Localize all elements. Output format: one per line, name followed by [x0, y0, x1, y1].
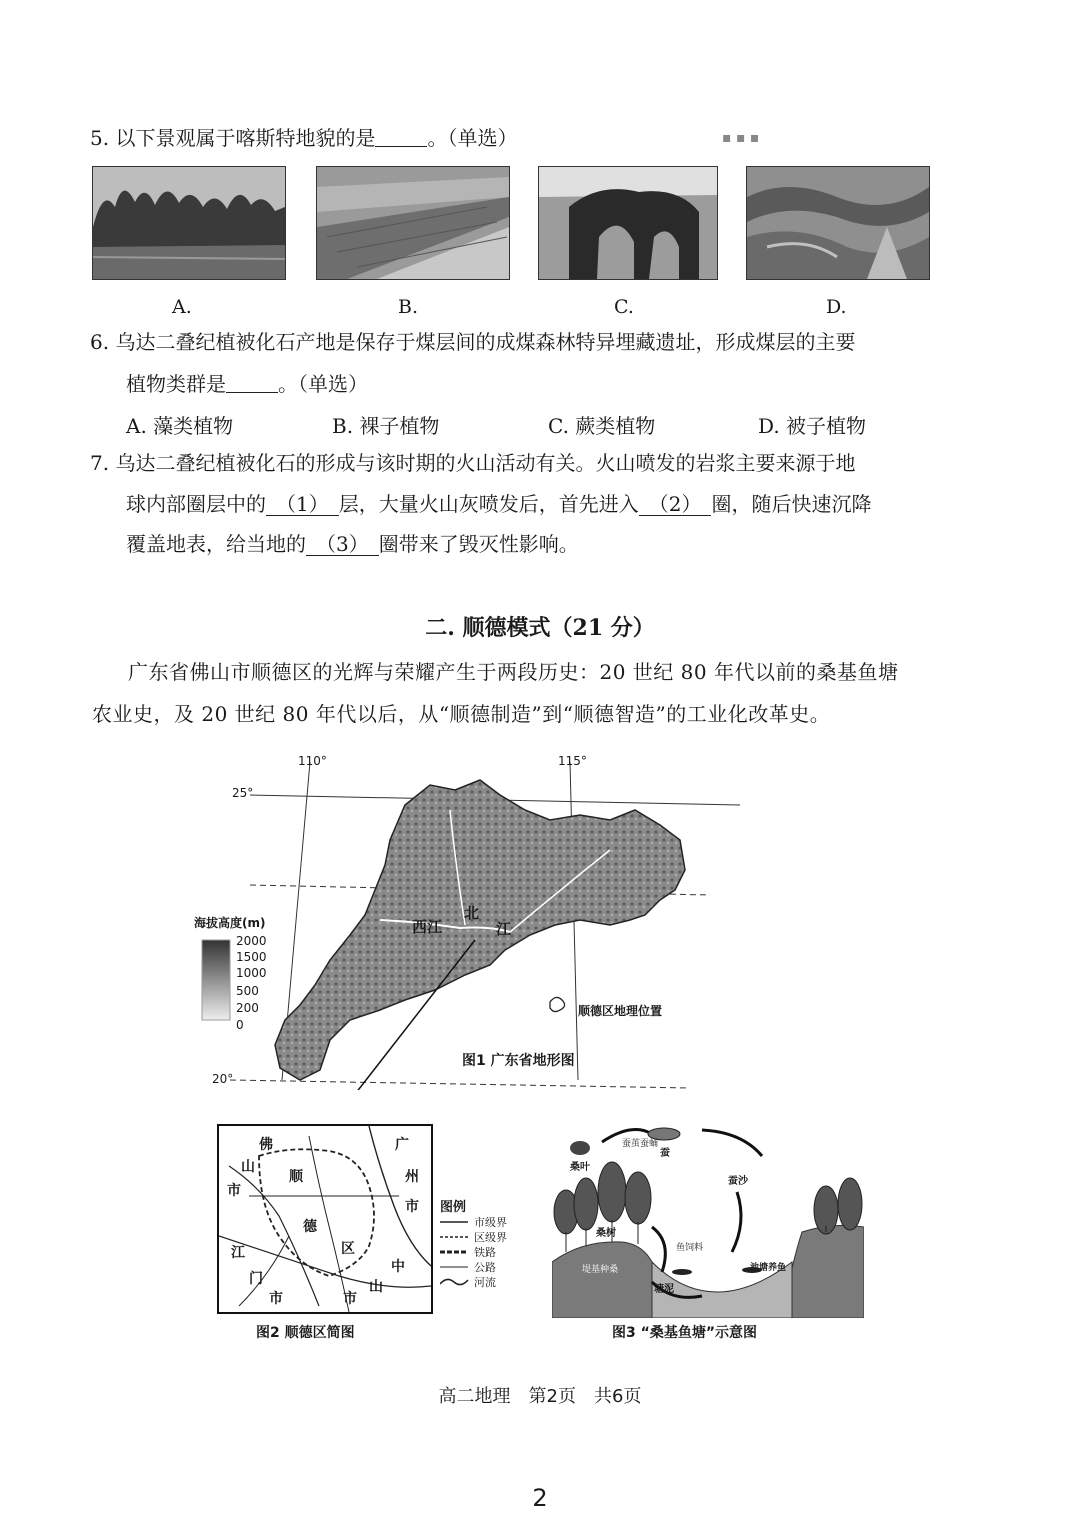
legend-district-boundary: 区级界	[474, 1231, 507, 1244]
fig3-silkworm-pupa: 蚕茧蚕蛹	[622, 1139, 659, 1149]
fig2-label-shi4: 市	[343, 1291, 357, 1307]
elev-500: 500	[236, 984, 259, 998]
fig3-silkworm-dung: 蚕沙	[728, 1176, 748, 1187]
q5-tail: 。（单选）	[427, 126, 518, 150]
left-dike	[552, 1242, 652, 1318]
elev-200: 200	[236, 1001, 259, 1015]
fig3-silkworm: 蚕	[660, 1148, 670, 1159]
fig2-label-zhong: 中	[391, 1259, 405, 1275]
fig2-label-shan: 山	[241, 1159, 255, 1175]
option-b-label: B.	[398, 296, 419, 318]
section-title: 二. 顺德模式（21 分）	[425, 615, 655, 641]
q6-number: 6.	[90, 330, 110, 354]
fig2-label-de: 德	[303, 1219, 317, 1235]
intro-line-1: 广东省佛山市顺德区的光辉与荣耀产生于两段历史：20 世纪 80 年代以前的桑基鱼塘	[128, 660, 899, 684]
elevation-legend-title: 海拔高度(m)	[194, 916, 266, 930]
figure-2-caption: 图2 顺德区简图	[256, 1325, 355, 1341]
option-a-label: A.	[172, 296, 192, 318]
figure-2-map	[217, 1124, 433, 1314]
figure-3-caption: 图3 “桑基鱼塘”示意图	[612, 1325, 758, 1341]
shunde-location-label: 顺德区地理位置	[578, 1004, 663, 1018]
elev-1500: 1500	[236, 950, 267, 964]
q7-text-3b: 圈带来了毁灭性影响。	[378, 532, 579, 556]
river-1	[229, 1166, 319, 1306]
q7-blank-3[interactable]: （3）	[306, 533, 379, 556]
option-d-label: D.	[826, 296, 847, 318]
fish-icon-1	[672, 1269, 692, 1275]
fig3-bank-planting: 堤基种桑	[582, 1265, 619, 1275]
q6-choice-a[interactable]: A. 藻类植物	[126, 414, 234, 438]
q6-choice-c[interactable]: C. 蕨类植物	[548, 414, 656, 438]
fig2-label-fo: 佛	[259, 1137, 273, 1153]
label-lon-110: 110°	[298, 754, 327, 768]
fig3-mulberry-leaf: 桑叶	[570, 1162, 590, 1173]
guangdong-province-shape	[275, 780, 685, 1080]
q5-blank[interactable]	[375, 126, 427, 147]
parallel-20	[230, 1080, 690, 1088]
river-dongjiang-label: 江	[496, 920, 512, 938]
fig2-label-shi2: 市	[405, 1199, 419, 1215]
label-lat-20: 20°	[212, 1072, 234, 1086]
fig3-mud: 塘泥	[654, 1284, 674, 1295]
figure-1-map	[190, 750, 750, 1090]
q6-text-2: 植物类群是	[126, 372, 226, 396]
legend-city-boundary: 市级界	[474, 1216, 507, 1229]
q6-choice-d[interactable]: D. 被子植物	[758, 414, 867, 438]
elev-2000: 2000	[236, 934, 267, 948]
q6-choice-b[interactable]: B. 裸子植物	[332, 414, 440, 438]
q7-blank-2[interactable]: （2）	[639, 493, 712, 516]
figure-1-caption: 图1 广东省地形图	[462, 1053, 575, 1069]
elev-1000: 1000	[236, 966, 267, 980]
legend-railway: 铁路	[474, 1246, 496, 1259]
arrow-dung-to-pond	[732, 1192, 741, 1252]
q7-text-2a: 球内部圈层中的	[126, 492, 266, 516]
fig2-label-shun: 顺	[289, 1169, 303, 1185]
page-number: 2	[532, 1484, 548, 1512]
mulberry-leaf-icon	[570, 1141, 590, 1155]
q5-text: 以下景观属于喀斯特地貌的是	[115, 126, 376, 150]
fig3-mulberry-tree: 桑树	[596, 1228, 616, 1239]
elevation-legend-bar	[202, 940, 230, 1020]
river-xijiang-label: 西江	[412, 918, 443, 936]
fig2-label-qu: 区	[341, 1241, 355, 1257]
q6-line1	[90, 328, 855, 356]
q5-number: 5.	[90, 126, 110, 150]
mulberry-pond-svg	[552, 1112, 864, 1318]
fig2-label-guang: 广	[395, 1137, 409, 1153]
figure-2-legend	[440, 1196, 530, 1296]
q6-text-3: 。（单选）	[278, 372, 368, 396]
fig3-fish-food: 鱼饲料	[676, 1243, 704, 1253]
q5-stem	[90, 124, 517, 152]
fig2-label-men: 门	[249, 1271, 263, 1287]
q7-text-2c: 圈，随后快速沉降	[711, 492, 872, 516]
q7-number: 7.	[90, 451, 110, 475]
q7-text-1: 乌达二叠纪植被化石的形成与该时期的火山活动有关。火山喷发的岩浆主要来源于地	[115, 451, 856, 475]
q7-line3	[126, 530, 579, 558]
photo-option-c[interactable]	[538, 166, 718, 280]
legend-river: 河流	[474, 1276, 496, 1289]
legend-road: 公路	[474, 1261, 496, 1274]
q7-line1	[90, 449, 855, 477]
arrow-silkworm-to-dung	[702, 1130, 762, 1156]
q6-line2	[126, 370, 368, 398]
label-lon-115: 115°	[558, 754, 587, 768]
right-dike	[782, 1225, 864, 1318]
q7-blank-1[interactable]: （1）	[266, 493, 339, 516]
figure-3-diagram	[552, 1112, 864, 1318]
q7-text-2b: 层，大量火山灰喷发后，首先进入	[338, 492, 639, 516]
fig2-label-zhou: 州	[405, 1169, 419, 1185]
q7-text-3a: 覆盖地表，给当地的	[126, 532, 306, 556]
fig2-label-shi1: 市	[227, 1183, 241, 1199]
legend-sample-river	[440, 1279, 468, 1284]
fig2-label-shi3: 市	[269, 1291, 283, 1307]
page-footer: 高二地理 第2页 共6页	[438, 1386, 642, 1407]
legend-title: 图例	[440, 1200, 467, 1215]
legend-line-samples	[440, 1218, 470, 1298]
shunde-location-icon	[550, 997, 565, 1011]
intro-line-2: 农业史，及 20 世纪 80 年代以后，从“顺德制造”到“顺德智造”的工业化改革史。	[92, 702, 831, 726]
option-c-label: C.	[614, 296, 634, 318]
fig2-label-shan2: 山	[369, 1279, 383, 1295]
photo-option-b[interactable]	[316, 166, 510, 280]
fig2-label-jiang: 江	[231, 1245, 245, 1261]
fig3-pond-fish: 池塘养鱼	[750, 1263, 787, 1273]
photo-option-a[interactable]	[92, 166, 286, 280]
photo-option-d[interactable]	[746, 166, 930, 280]
elev-0: 0	[236, 1018, 244, 1032]
q6-blank[interactable]	[226, 372, 278, 393]
margin-mark: ▪ ▪ ▪	[722, 130, 760, 146]
q6-text-1: 乌达二叠纪植被化石产地是保存于煤层间的成煤森林特异埋藏遗址，形成煤层的主要	[115, 330, 856, 354]
q7-line2	[126, 490, 871, 518]
river-beijiang-label: 北	[464, 904, 480, 922]
label-lat-25: 25°	[232, 786, 254, 800]
